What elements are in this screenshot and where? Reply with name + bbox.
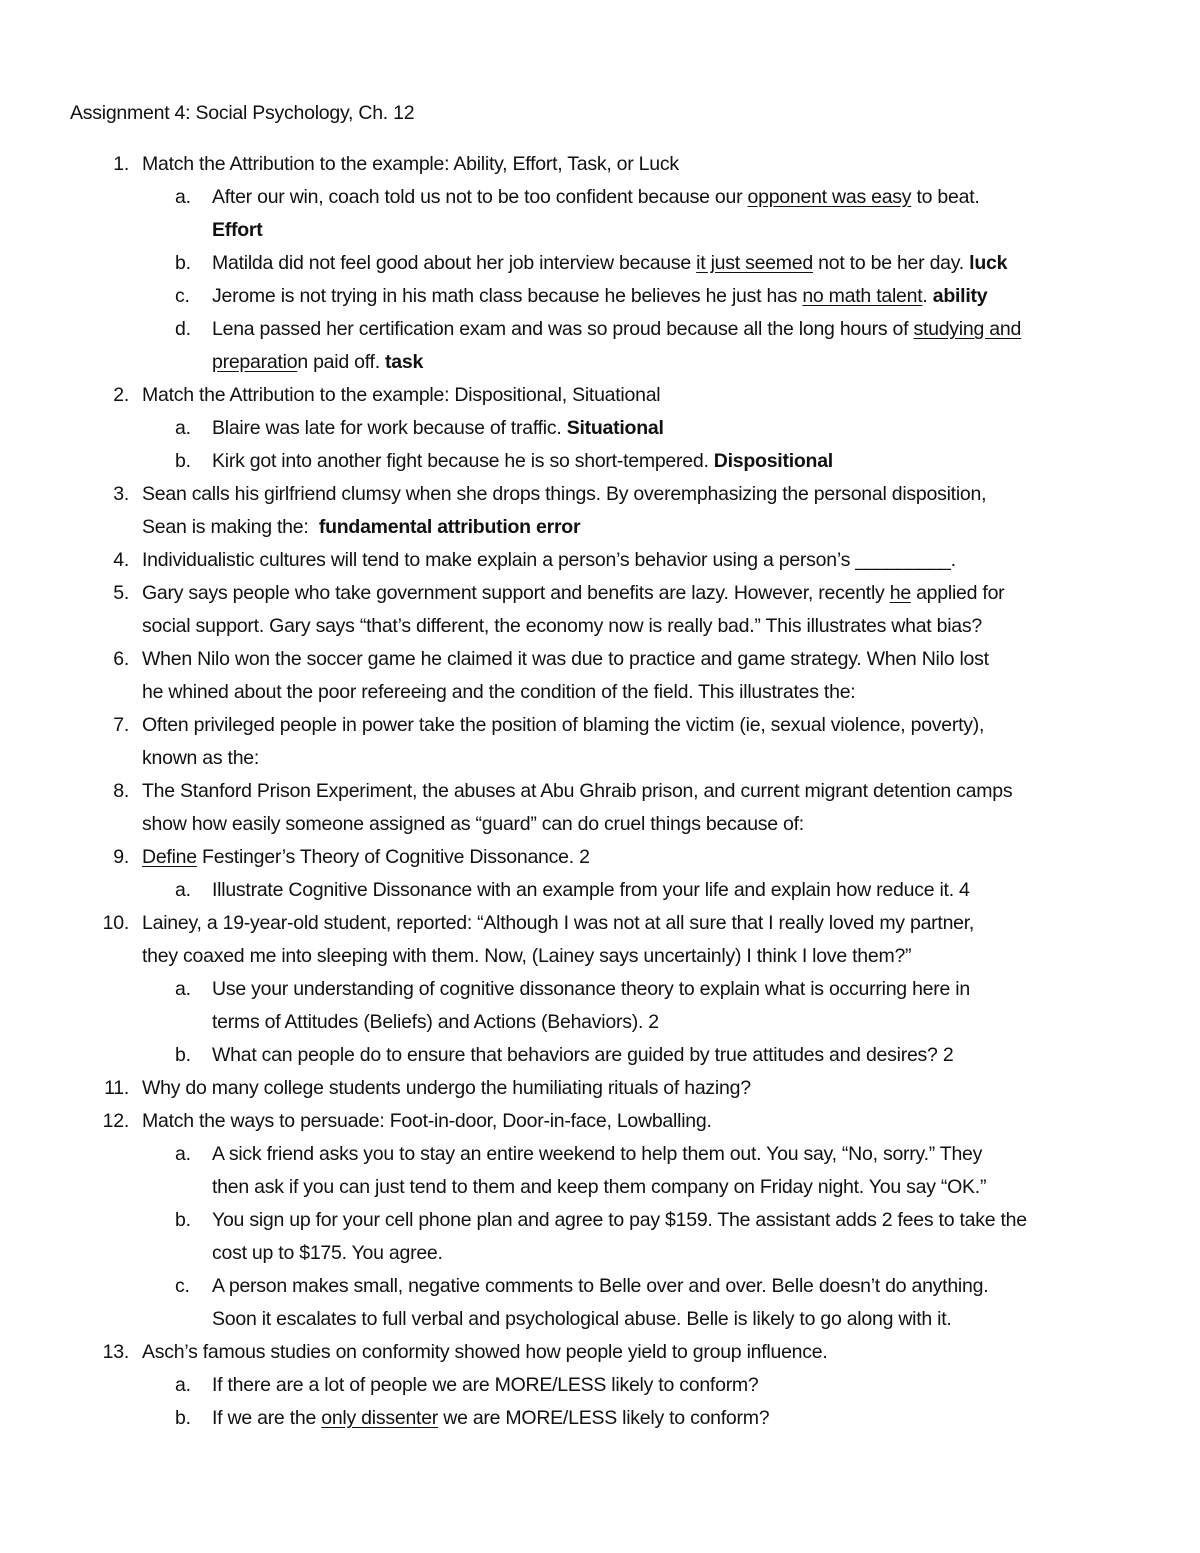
text-segment: Matilda did not feel good about her job interview because [212, 252, 697, 274]
question-12 [70, 1105, 1140, 1138]
subquestion-letter: b. [175, 1044, 191, 1066]
question-4 [70, 544, 1140, 577]
question-text-continued: they coaxed me into sleeping with them. Now, (Lainey says uncertainly) I think I love them?” [142, 945, 912, 967]
subquestion-letter: c. [175, 285, 190, 307]
question-10a [70, 973, 1140, 1039]
subquestion-letter: b. [175, 1407, 191, 1429]
question-text-continued: show how easily someone assigned as “guard” can do cruel things because of: [142, 813, 804, 835]
document-title: Assignment 4: Social Psychology, Ch. 12 [70, 102, 415, 124]
subquestion-text: Use your understanding of cognitive dissonance theory to explain what is occurring here in [212, 978, 970, 1000]
text-segment: If we are the [212, 1407, 322, 1429]
answer-text: Situational [566, 417, 664, 439]
underlined-phrase: no math talent [802, 285, 923, 307]
underlined-phrase: preparatio [212, 351, 298, 373]
text-segment: Sean is making the: [142, 516, 319, 538]
underlined-phrase: Define [142, 846, 197, 868]
answer-text: fundamental attribution error [318, 516, 581, 538]
text-segment: not to be her day. [812, 252, 970, 274]
subquestion-text [212, 1402, 1140, 1435]
underlined-phrase: opponent was easy [747, 186, 912, 208]
answer-text: Dispositional [713, 450, 833, 472]
subquestion-text: A sick friend asks you to stay an entire weekend to help them out. You say, “No, sorry.” They [212, 1143, 983, 1165]
text-segment: Blaire was late for work because of traffic. [212, 417, 567, 439]
subquestion-letter: c. [175, 1275, 190, 1297]
question-text [142, 841, 1140, 874]
subquestion-text-continued: then ask if you can just tend to them and keep them company on Friday night. You say “OK.” [212, 1176, 987, 1198]
question-number: 9. [113, 846, 129, 868]
question-1d [70, 313, 1140, 379]
subquestion-letter: d. [175, 318, 191, 340]
subquestion-text [212, 445, 1140, 478]
question-2b [70, 445, 1140, 478]
answer-blank: _________ [855, 549, 951, 571]
question-1c [70, 280, 1140, 313]
question-text: Why do many college students undergo the humiliating rituals of hazing? [142, 1077, 751, 1099]
question-number: 1. [113, 153, 129, 175]
answer-text: Effort [212, 219, 263, 241]
text-segment: . [950, 549, 956, 571]
question-3 [70, 478, 1140, 544]
question-text: Often privileged people in power take the position of blaming the victim (ie, sexual violence, poverty), [142, 714, 985, 736]
subquestion-text: What can people do to ensure that behaviors are guided by true attitudes and desires? 2 [212, 1044, 954, 1066]
question-number: 2. [113, 384, 129, 406]
text-segment: Individualistic cultures will tend to make explain a person’s behavior using a person’s [142, 549, 856, 571]
document-page [70, 97, 1140, 1435]
text-segment: we are MORE/LESS likely to conform? [438, 1407, 770, 1429]
subquestion-letter: b. [175, 252, 191, 274]
question-9 [70, 841, 1140, 874]
subquestion-letter: b. [175, 450, 191, 472]
question-8 [70, 775, 1140, 841]
subquestion-letter: a. [175, 186, 191, 208]
subquestion-text: Illustrate Cognitive Dissonance with an example from your life and explain how reduce it. 4 [212, 879, 970, 901]
question-number: 12. [102, 1110, 129, 1132]
question-text: Lainey, a 19-year-old student, reported: “Although I was not at all sure that I really loved my partner, [142, 912, 975, 934]
underlined-phrase: studying and [913, 318, 1022, 340]
question-number: 10. [102, 912, 129, 934]
text-segment: applied for [910, 582, 1005, 604]
question-number: 4. [113, 549, 129, 571]
subquestion-letter: a. [175, 879, 191, 901]
text-segment: . [922, 285, 933, 307]
underlined-phrase: it just seemed [696, 252, 813, 274]
question-number: 6. [113, 648, 129, 670]
question-text: Asch’s famous studies on conformity showed how people yield to group influence. [142, 1341, 828, 1363]
subquestion-text [212, 313, 1140, 346]
subquestion-text [212, 181, 1140, 214]
question-12a [70, 1138, 1140, 1204]
question-2a [70, 412, 1140, 445]
question-number: 13. [102, 1341, 129, 1363]
subquestion-text-continued [212, 346, 1140, 379]
question-10 [70, 907, 1140, 973]
subquestion-text: If there are a lot of people we are MORE/LESS likely to conform? [212, 1374, 759, 1396]
subquestion-text-continued: Soon it escalates to full verbal and psychological abuse. Belle is likely to go along with it. [212, 1308, 952, 1330]
question-9a [70, 874, 1140, 907]
text-segment: n paid off. [297, 351, 386, 373]
question-13b [70, 1402, 1140, 1435]
subquestion-text [212, 412, 1140, 445]
question-13a [70, 1369, 1140, 1402]
question-12b [70, 1204, 1140, 1270]
question-text-continued: known as the: [142, 747, 260, 769]
title-spacer [70, 130, 1140, 148]
subquestion-letter: a. [175, 1374, 191, 1396]
text-segment: After our win, coach told us not to be too confident because our [212, 186, 748, 208]
question-number: 5. [113, 582, 129, 604]
subquestion-letter: b. [175, 1209, 191, 1231]
question-text-continued: he whined about the poor refereeing and the condition of the field. This illustrates the: [142, 681, 856, 703]
text-segment: Gary says people who take government support and benefits are lazy. However, recently [142, 582, 890, 604]
question-number: 3. [113, 483, 129, 505]
question-text: Sean calls his girlfriend clumsy when she drops things. By overemphasizing the personal disposition, [142, 483, 987, 505]
text-segment: Kirk got into another fight because he is so short-tempered. [212, 450, 714, 472]
answer-text: luck [969, 252, 1008, 274]
subquestion-letter: a. [175, 1143, 191, 1165]
question-6 [70, 643, 1140, 709]
subquestion-text [212, 280, 1140, 313]
subquestion-text-continued: cost up to $175. You agree. [212, 1242, 443, 1264]
question-12c [70, 1270, 1140, 1336]
subquestion-letter: a. [175, 417, 191, 439]
text-segment: to beat. [911, 186, 980, 208]
question-text [142, 544, 1140, 577]
question-13 [70, 1336, 1140, 1369]
question-number: 8. [113, 780, 129, 802]
underlined-phrase: only dissenter [321, 1407, 439, 1429]
answer-text: task [385, 351, 424, 373]
question-text [142, 577, 1140, 610]
question-number: 11. [104, 1077, 129, 1099]
question-text-continued: social support. Gary says “that’s different, the economy now is really bad.” This illustrates what bias? [142, 615, 982, 637]
question-5 [70, 577, 1140, 643]
question-text: Match the ways to persuade: Foot-in-door, Door-in-face, Lowballing. [142, 1110, 712, 1132]
question-10b [70, 1039, 1140, 1072]
subquestion-text: You sign up for your cell phone plan and agree to pay $159. The assistant adds 2 fees to take the [212, 1209, 1027, 1231]
question-7 [70, 709, 1140, 775]
text-segment: Lena passed her certification exam and was so proud because all the long hours of [212, 318, 914, 340]
answer-text: ability [932, 285, 988, 307]
question-text: When Nilo won the soccer game he claimed it was due to practice and game strategy. When Nilo lost [142, 648, 989, 670]
question-text: Match the Attribution to the example: Ability, Effort, Task, or Luck [142, 153, 679, 175]
subquestion-letter: a. [175, 978, 191, 1000]
question-1a [70, 181, 1140, 247]
underlined-phrase: he [889, 582, 911, 604]
question-text: Match the Attribution to the example: Dispositional, Situational [142, 384, 661, 406]
text-segment: Festinger’s Theory of Cognitive Dissonance. 2 [196, 846, 590, 868]
question-2 [70, 379, 1140, 412]
question-1 [70, 148, 1140, 181]
text-segment: Jerome is not trying in his math class because he believes he just has [212, 285, 803, 307]
question-text: The Stanford Prison Experiment, the abuses at Abu Ghraib prison, and current migrant detention camps [142, 780, 1013, 802]
subquestion-text-continued: terms of Attitudes (Beliefs) and Actions (Behaviors). 2 [212, 1011, 659, 1033]
subquestion-text [212, 247, 1140, 280]
question-11 [70, 1072, 1140, 1105]
question-number: 7. [113, 714, 129, 736]
subquestion-text: A person makes small, negative comments to Belle over and over. Belle doesn’t do anything. [212, 1275, 989, 1297]
question-text-continued [142, 511, 1140, 544]
question-1b [70, 247, 1140, 280]
